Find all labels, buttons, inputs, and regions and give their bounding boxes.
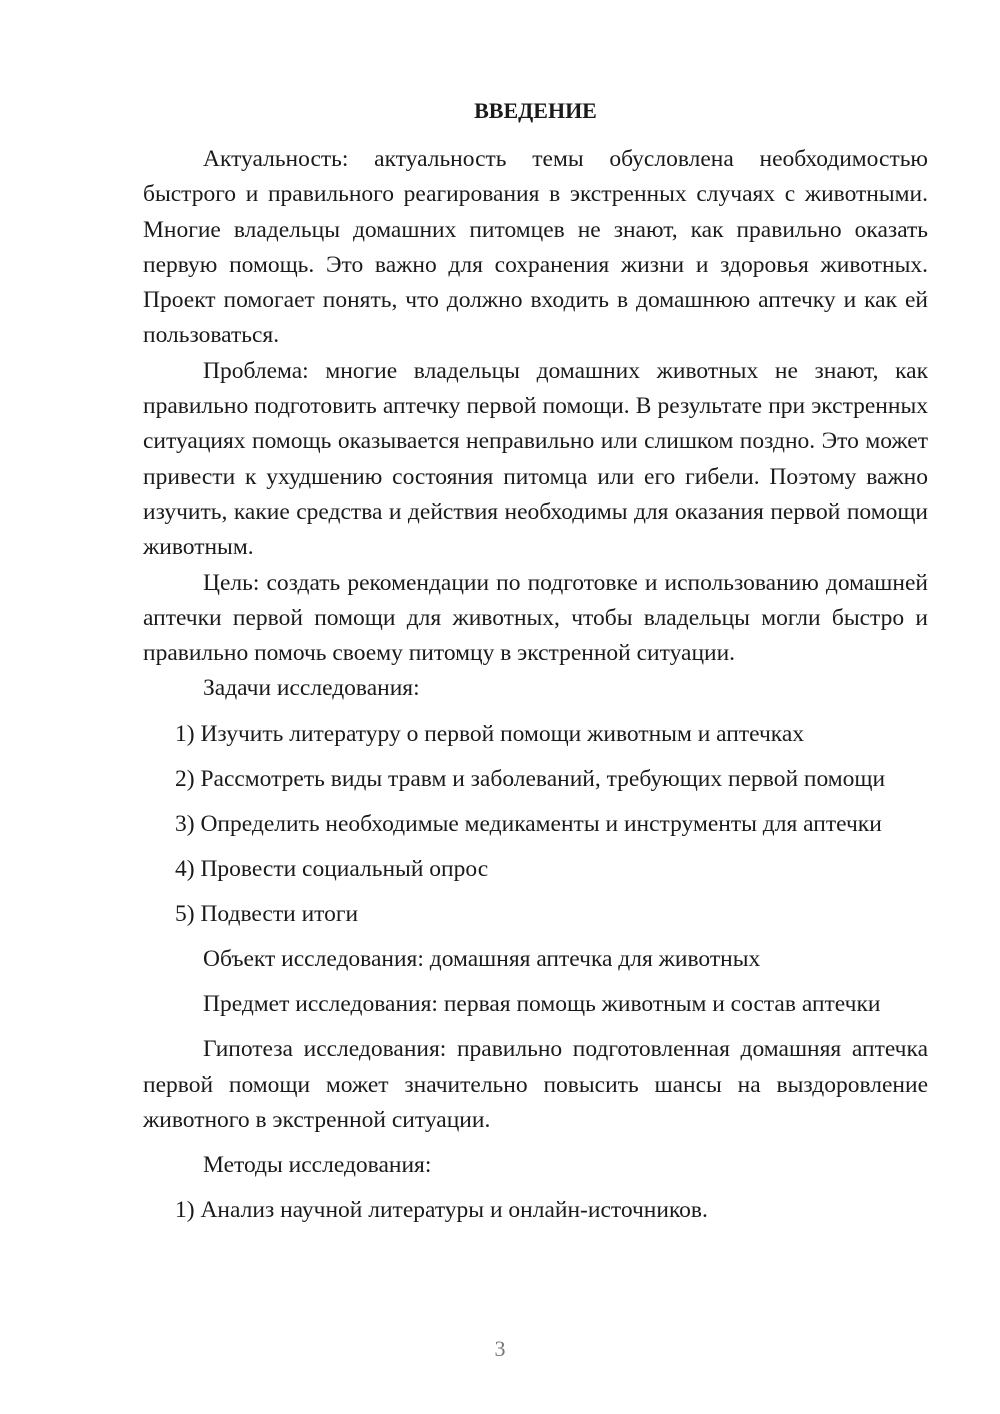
problem-paragraph: Проблема: многие владельцы домашних животных не знают, как правильно подготовить аптечку первой помощи. В результате при экстренных ситуациях помощь оказывается неправильно или слишком поздно. Это может привести к ухудшению состояния питомца или его гибели. Поэтому важно изучить, какие средства и действия необходимы для оказания первой помощи животным. — [143, 357, 928, 561]
list-item: 4) Провести социальный опрос — [175, 855, 489, 882]
list-item: 3) Определить необходимые медикаменты и инструменты для аптечки — [175, 810, 882, 837]
list-item: 2) Рассмотреть виды травм и заболеваний, требующих первой помощи — [175, 765, 886, 792]
tasks-heading: Задачи исследования: — [203, 675, 420, 702]
list-item: 5) Подвести итоги — [175, 900, 359, 927]
document-page — [143, 92, 928, 1228]
research-subject: Предмет исследования: первая помощь животным и состав аптечки — [203, 991, 881, 1018]
page-number: 3 — [494, 1336, 506, 1361]
list-item: 1) Анализ научной литературы и онлайн-источников. — [175, 1196, 708, 1223]
list-item: 1) Изучить литературу о первой помощи животным и аптечках — [175, 720, 805, 747]
relevance-paragraph: Актуальность: актуальность темы обусловлена необходимостью быстрого и правильного реагирования в экстренных случаях с животными. Многие владельцы домашних питомцев не знают, как правильно оказать первую помощь. Это важно для сохранения жизни и здоровья животных. Проект помогает понять, что должно входить в домашнюю аптечку и как ей пользоваться. — [143, 146, 928, 349]
page-title: ВВЕДЕНИЕ — [474, 98, 597, 123]
methods-heading: Методы исследования: — [203, 1151, 432, 1178]
research-object: Объект исследования: домашняя аптечка для животных — [203, 946, 761, 973]
hypothesis-paragraph: Гипотеза исследования: правильно подготовленная домашняя аптечка первой помощи может значительно повысить шансы на выздоровление животного в экстренной ситуации. — [143, 1036, 928, 1133]
goal-paragraph: Цель: создать рекомендации по подготовке и использованию домашней аптечки первой помощи для животных, чтобы владельцы могли быстро и правильно помочь своему питомцу в экстренной ситуации. — [143, 569, 928, 667]
